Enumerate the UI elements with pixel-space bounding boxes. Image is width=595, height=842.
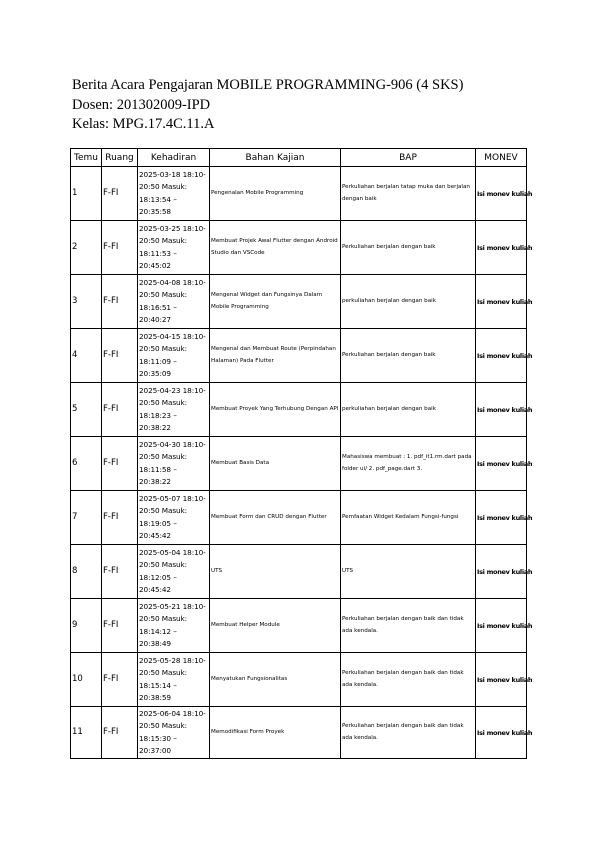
- monev-link[interactable]: Isi monev kuliah: [476, 383, 527, 437]
- column-header-monev: MONEV: [476, 149, 527, 167]
- column-header-temu: Temu: [71, 149, 102, 167]
- monev-link[interactable]: Isi monev kuliah: [476, 221, 527, 275]
- cell-kehadiran: 2025-03-25 18:10-20:50 Masuk: 18:11:53 – 20:45:02: [138, 221, 210, 275]
- cell-kehadiran: 2025-05-21 18:10-20:50 Masuk: 18:14:12 – 20:38:49: [138, 599, 210, 653]
- cell-bahan-kajian: Mengenal Widget dan Fungsinya Dalam Mobile Programming: [210, 275, 341, 329]
- table-header-row: [71, 149, 527, 167]
- cell-bap: Perkuliahan berjalan dengan baik dan tidak ada kendala.: [341, 707, 476, 759]
- cell-ruang: F-FI: [102, 653, 138, 707]
- cell-temu: 11: [71, 707, 102, 759]
- monev-link[interactable]: Isi monev kuliah: [476, 707, 527, 759]
- cell-temu: 2: [71, 221, 102, 275]
- lecturer-line: Dosen: 201302009-IPD: [72, 96, 211, 113]
- cell-bap: Mahasiswa membuat : 1. pdf_it1.rm.dart pada folder ui/ 2. pdf_page.dart 3.: [341, 437, 476, 491]
- cell-kehadiran: 2025-04-08 18:10-20:50 Masuk: 18:16:51 – 20:40:27: [138, 275, 210, 329]
- cell-bap: Perkuliahan berjalan dengan baik: [341, 221, 476, 275]
- cell-kehadiran: 2025-05-28 18:10-20:50 Masuk: 18:15:14 – 20:38:59: [138, 653, 210, 707]
- table-row: [71, 545, 527, 599]
- cell-bap: Perkuliahan berjalan dengan baik dan tidak ada kendala.: [341, 599, 476, 653]
- cell-temu: 5: [71, 383, 102, 437]
- cell-bap: Perkuliahan berjalan tatap muka dan berjalan dengan baik: [341, 167, 476, 221]
- cell-bap: UTS: [341, 545, 476, 599]
- cell-bahan-kajian: Membuat Basis Data: [210, 437, 341, 491]
- cell-ruang: F-FI: [102, 545, 138, 599]
- cell-bahan-kajian: Membuat Helper Module: [210, 599, 341, 653]
- cell-bap: Perkuliahan berjalan dengan baik dan tidak ada kendala.: [341, 653, 476, 707]
- cell-bahan-kajian: UTS: [210, 545, 341, 599]
- monev-link[interactable]: Isi monev kuliah: [476, 275, 527, 329]
- cell-temu: 6: [71, 437, 102, 491]
- document-title: Berita Acara Pengajaran MOBILE PROGRAMMING-906 (4 SKS): [72, 77, 464, 93]
- table-row: [71, 221, 527, 275]
- cell-bahan-kajian: Pengenalan Mobile Programming: [210, 167, 341, 221]
- table-row: [71, 653, 527, 707]
- cell-ruang: F-FI: [102, 437, 138, 491]
- cell-bap: perkuliahan berjalan dengan baik: [341, 383, 476, 437]
- cell-kehadiran: 2025-05-04 18:10-20:50 Masuk: 18:12:05 – 20:45:42: [138, 545, 210, 599]
- cell-temu: 9: [71, 599, 102, 653]
- table-row: [71, 707, 527, 759]
- table-row: [71, 437, 527, 491]
- cell-temu: 7: [71, 491, 102, 545]
- table-row: [71, 491, 527, 545]
- cell-ruang: F-FI: [102, 167, 138, 221]
- cell-bap: Pemfaatan Widget Kedalam Fungsi-fungsi: [341, 491, 476, 545]
- cell-ruang: F-FI: [102, 221, 138, 275]
- column-header-bahan-kajian: Bahan Kajian: [210, 149, 341, 167]
- cell-temu: 4: [71, 329, 102, 383]
- cell-bap: perkuliahan berjalan dengan baik: [341, 275, 476, 329]
- cell-temu: 10: [71, 653, 102, 707]
- monev-link[interactable]: Isi monev kuliah: [476, 653, 527, 707]
- cell-ruang: F-FI: [102, 275, 138, 329]
- monev-link[interactable]: Isi monev kuliah: [476, 329, 527, 383]
- table-row: [71, 329, 527, 383]
- cell-bahan-kajian: Membuat Form dan CRUD dengan Flutter: [210, 491, 341, 545]
- cell-temu: 8: [71, 545, 102, 599]
- column-header-kehadiran: Kehadiran: [138, 149, 210, 167]
- cell-kehadiran: 2025-03-18 18:10-20:50 Masuk: 18:13:54 – 20:35:58: [138, 167, 210, 221]
- cell-kehadiran: 2025-06-04 18:10-20:50 Masuk: 18:15:30 – 20:37:00: [138, 707, 210, 759]
- column-header-bap: BAP: [341, 149, 476, 167]
- class-line: Kelas: MPG.17.4C.11.A: [72, 116, 215, 132]
- cell-bahan-kajian: Membuat Proyek Yang Terhubung Dengan API: [210, 383, 341, 437]
- table-row: [71, 275, 527, 329]
- table-row: [71, 383, 527, 437]
- cell-ruang: F-FI: [102, 383, 138, 437]
- cell-ruang: F-FI: [102, 491, 138, 545]
- monev-link[interactable]: Isi monev kuliah: [476, 599, 527, 653]
- cell-bahan-kajian: Menyatukan Fungsionalitas: [210, 653, 341, 707]
- cell-bahan-kajian: Memodifikasi Form Proyek: [210, 707, 341, 759]
- cell-ruang: F-FI: [102, 599, 138, 653]
- column-header-ruang: Ruang: [102, 149, 138, 167]
- monev-link[interactable]: Isi monev kuliah: [476, 545, 527, 599]
- cell-temu: 3: [71, 275, 102, 329]
- cell-kehadiran: 2025-05-07 18:10-20:50 Masuk: 18:19:05 – 20:45:42: [138, 491, 210, 545]
- monev-link[interactable]: Isi monev kuliah: [476, 491, 527, 545]
- cell-kehadiran: 2025-04-30 18:10-20:50 Masuk: 18:11:58 – 20:38:22: [138, 437, 210, 491]
- cell-ruang: F-FI: [102, 707, 138, 759]
- monev-link[interactable]: Isi monev kuliah: [476, 437, 527, 491]
- table-row: [71, 599, 527, 653]
- table-row: [71, 167, 527, 221]
- cell-bahan-kajian: Mengenal dan Membuat Route (Perpindahan Halaman) Pada Flutter: [210, 329, 341, 383]
- cell-ruang: F-FI: [102, 329, 138, 383]
- cell-bahan-kajian: Membuat Projek Awal Flutter dengan Android Studio dan VSCode: [210, 221, 341, 275]
- monev-link[interactable]: Isi monev kuliah: [476, 167, 527, 221]
- cell-kehadiran: 2025-04-23 18:10-20:50 Masuk: 18:18:23 – 20:38:22: [138, 383, 210, 437]
- cell-bap: Perkuliahan berjalan dengan baik: [341, 329, 476, 383]
- document-header: [72, 76, 542, 135]
- cell-kehadiran: 2025-04-15 18:10-20:50 Masuk: 18:11:09 – 20:35:09: [138, 329, 210, 383]
- teaching-record-table: [70, 148, 533, 759]
- cell-temu: 1: [71, 167, 102, 221]
